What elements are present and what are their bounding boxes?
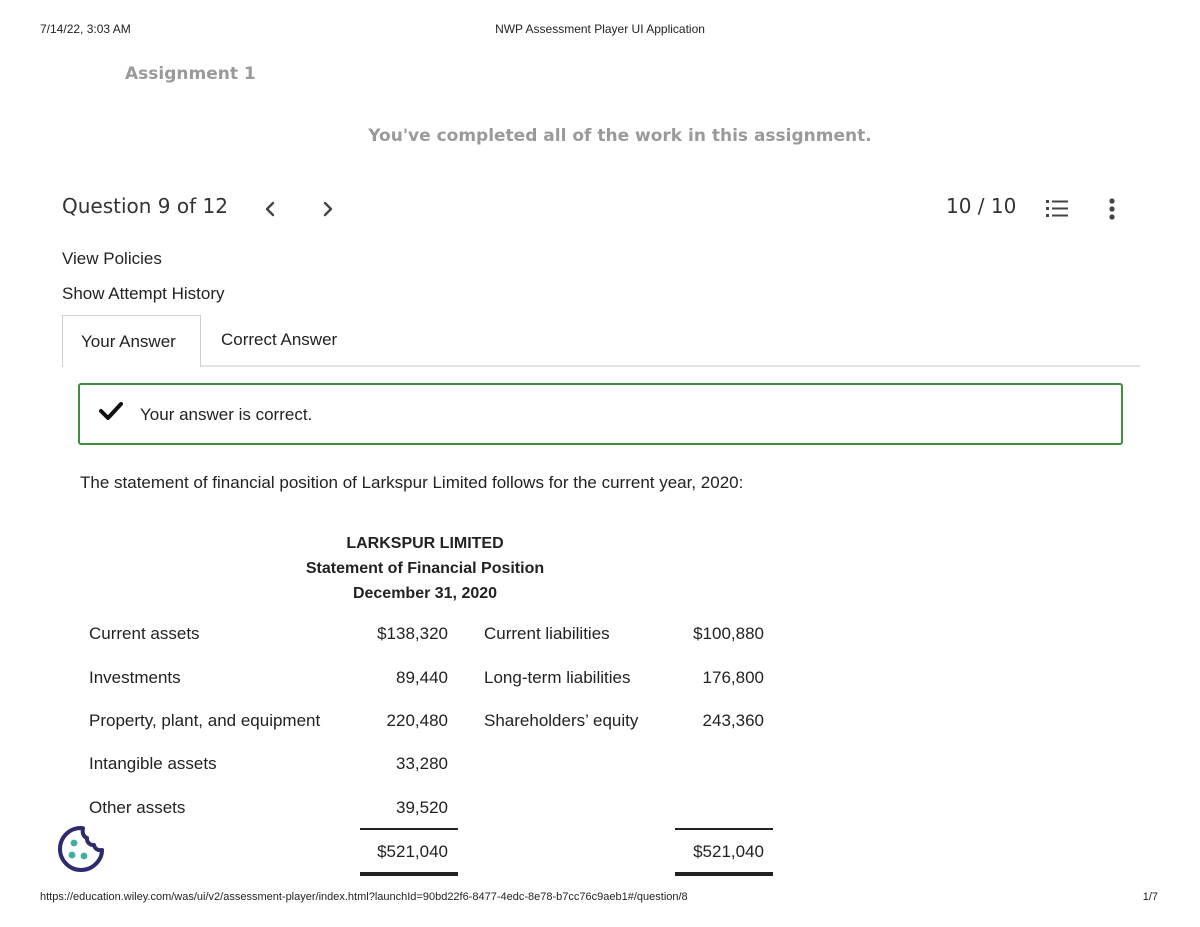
question-text: The statement of financial position of Larkspur Limited follows for the current year, 2020:: [80, 473, 744, 492]
liabilities-double-rule: [675, 872, 773, 876]
more-options-button[interactable]: [1102, 196, 1122, 222]
statement-company: LARKSPUR LIMITED: [346, 535, 504, 552]
asset-label: Current assets: [89, 624, 200, 643]
show-attempt-history-link[interactable]: Show Attempt History: [62, 284, 225, 303]
previous-question-button[interactable]: [258, 197, 282, 221]
cookie-settings-button[interactable]: [55, 823, 107, 875]
assets-total-rule: [360, 828, 458, 830]
checkmark-icon: [98, 399, 124, 423]
print-footer: [0, 891, 1200, 907]
liability-label: Current liabilities: [484, 624, 610, 643]
liabilities-total-rule: [675, 828, 773, 830]
statement-title: Statement of Financial Position: [305, 560, 545, 577]
question-title: Question 9 of 12: [62, 194, 228, 218]
view-policies-link[interactable]: View Policies: [62, 249, 162, 268]
liability-amount: 176,800: [702, 668, 764, 687]
asset-amount: $138,320: [377, 624, 448, 643]
print-timestamp: 7/14/22, 3:03 AM: [40, 22, 131, 36]
print-page-title: NWP Assessment Player UI Application: [495, 22, 705, 36]
tab-correct-answer[interactable]: Correct Answer: [221, 330, 338, 349]
asset-amount: 89,440: [396, 668, 448, 687]
assignment-title: Assignment 1: [125, 64, 256, 84]
answer-feedback-box: [78, 383, 1123, 445]
statement-heading: [270, 531, 580, 606]
liability-amount: 243,360: [702, 711, 764, 730]
liability-label: Long-term liabilities: [484, 668, 631, 687]
assets-double-rule: [360, 872, 458, 876]
asset-amount: 33,280: [396, 754, 448, 773]
cookie-icon: [55, 823, 107, 875]
tab-your-answer[interactable]: Your Answer: [62, 315, 201, 367]
question-score: 10 / 10: [946, 194, 1017, 218]
more-vertical-icon: [1102, 196, 1122, 222]
completed-message: You've completed all of the work in this assignment.: [368, 126, 872, 146]
total-assets: $521,040: [377, 842, 448, 861]
chevron-right-icon: [321, 201, 335, 217]
question-list-button[interactable]: [1044, 196, 1070, 222]
asset-label: Investments: [89, 668, 181, 687]
next-question-button[interactable]: [316, 197, 340, 221]
question-list-icon: [1044, 196, 1070, 222]
answer-tabs: [62, 315, 1140, 367]
question-bar: [62, 194, 1132, 224]
liability-label: Shareholders’ equity: [484, 711, 639, 730]
financial-statement-table: [80, 612, 780, 882]
print-header: [0, 22, 1200, 38]
chevron-left-icon: [263, 201, 277, 217]
feedback-message: Your answer is correct.: [140, 405, 313, 424]
asset-amount: 39,520: [396, 798, 448, 817]
asset-label: Other assets: [89, 798, 186, 817]
asset-label: Property, plant, and equipment: [89, 711, 321, 730]
asset-label: Intangible assets: [89, 754, 217, 773]
asset-amount: 220,480: [386, 711, 448, 730]
total-liabilities-equity: $521,040: [693, 842, 764, 861]
print-page-number: 1/7: [1142, 891, 1158, 903]
print-url: https://education.wiley.com/was/ui/v2/assessment-player/index.html?launchId=90bd22f6-8477-4edc-8e78-b7cc76c9aeb1#/question/8: [40, 891, 688, 903]
liability-amount: $100,880: [693, 624, 764, 643]
statement-date: December 31, 2020: [352, 585, 498, 602]
